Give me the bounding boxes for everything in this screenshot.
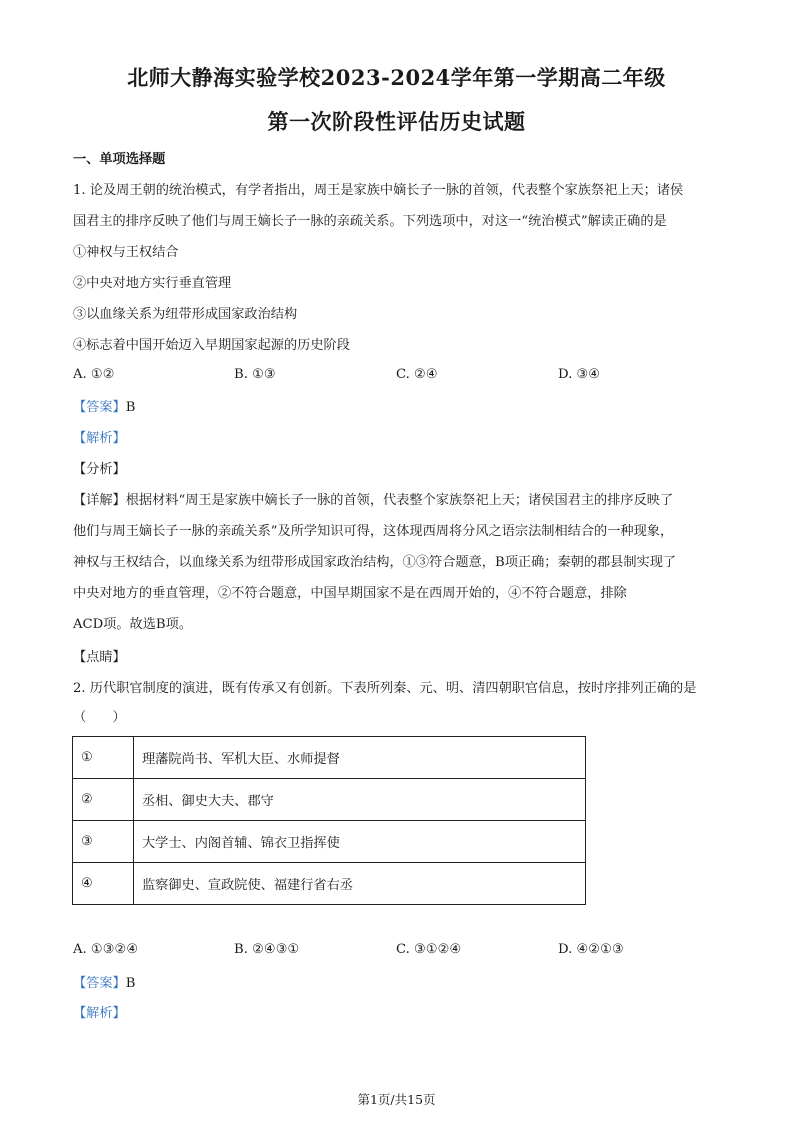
q1-option-c: C. ②④ (396, 367, 438, 382)
answer-value: B (125, 976, 136, 991)
q1-stem-line1: 1. 论及周王朝的统治模式，有学者指出，周王是家族中嫡长子一脉的首领，代表整个家族祭祀上天；诸侯 (73, 183, 684, 198)
q1-item-3: ③以血缘关系为纽带形成国家政治结构 (73, 307, 298, 322)
row-number: ③ (73, 821, 134, 863)
table-row (73, 779, 586, 821)
q1-stem-line2: 国君主的排序反映了他们与周王嫡长子一脉的亲疏关系。下列选项中，对这一“统治模式”解读正确的是 (73, 214, 667, 229)
q1-detail-line5: ACD项。故选B项。 (73, 617, 193, 632)
q1-detail-line1: 【详解】根据材料“周王是家族中嫡长子一脉的首领，代表整个家族祭祀上天；诸侯国君主的排序反映了 (73, 493, 674, 508)
q1-dianjing-label: 【点睛】 (73, 650, 126, 665)
q1-fenxi-label: 【分析】 (73, 462, 126, 477)
q2-stem-line1: 2. 历代职官制度的演进，既有传承又有创新。下表所列秦、元、明、清四朝职官信息，按时序排列正确的是 (73, 681, 697, 696)
row-number: ① (73, 737, 134, 779)
q2-answer (73, 974, 723, 994)
table-row (73, 737, 586, 779)
q2-table (72, 736, 586, 905)
q2-option-a: A. ①③②④ (73, 942, 139, 957)
q2-option-d: D. ④②①③ (558, 942, 624, 957)
table-row (73, 821, 586, 863)
q2-analysis-label: 【解析】 (73, 1006, 126, 1021)
row-text: 丞相、御史大夫、郡守 (134, 779, 586, 821)
row-number: ④ (73, 863, 134, 905)
section-heading: 一、单项选择题 (73, 152, 166, 167)
row-number: ② (73, 779, 134, 821)
row-text: 大学士、内阁首辅、锦衣卫指挥使 (134, 821, 586, 863)
q1-item-1: ①神权与王权结合 (73, 245, 179, 260)
answer-label: 【答案】 (73, 976, 126, 991)
exam-subtitle: 第一次阶段性评估历史试题 (267, 109, 526, 134)
q2-option-c: C. ③①②④ (396, 942, 462, 957)
row-text: 监察御史、宣政院使、福建行省右丞 (134, 863, 586, 905)
q1-detail-line3: 神权与王权结合，以血缘关系为纽带形成国家政治结构，①③符合题意，B项正确；秦朝的郡县制实现了 (73, 555, 677, 570)
q1-answer (73, 398, 723, 418)
q1-detail-line2: 他们与周王嫡长子一脉的亲疏关系”及所学知识可得，这体现西周将分风之语宗法制相结合的一种现象， (73, 524, 674, 539)
answer-value: B (125, 400, 136, 415)
q2-option-b: B. ②④③① (234, 942, 300, 957)
row-text: 理藩院尚书、军机大臣、水师提督 (134, 737, 586, 779)
q1-option-b: B. ①③ (234, 367, 276, 382)
q1-analysis-label: 【解析】 (73, 431, 126, 446)
answer-label: 【答案】 (73, 400, 126, 415)
q1-option-d: D. ③④ (558, 367, 601, 382)
q1-item-2: ②中央对地方实行垂直管理 (73, 276, 232, 291)
page-number: 第1页/共15页 (357, 1092, 436, 1107)
exam-title: 北师大静海实验学校2023-2024学年第一学期高二年级 (127, 65, 666, 90)
q1-item-4: ④标志着中国开始迈入早期国家起源的历史阶段 (73, 338, 350, 353)
table-row (73, 863, 586, 905)
q2-stem-line2: （ ） (73, 710, 126, 725)
q1-option-a: A. ①② (73, 367, 115, 382)
q1-detail-line4: 中央对地方的垂直管理，②不符合题意，中国早期国家不是在西周开始的，④不符合题意，排除 (73, 586, 627, 601)
